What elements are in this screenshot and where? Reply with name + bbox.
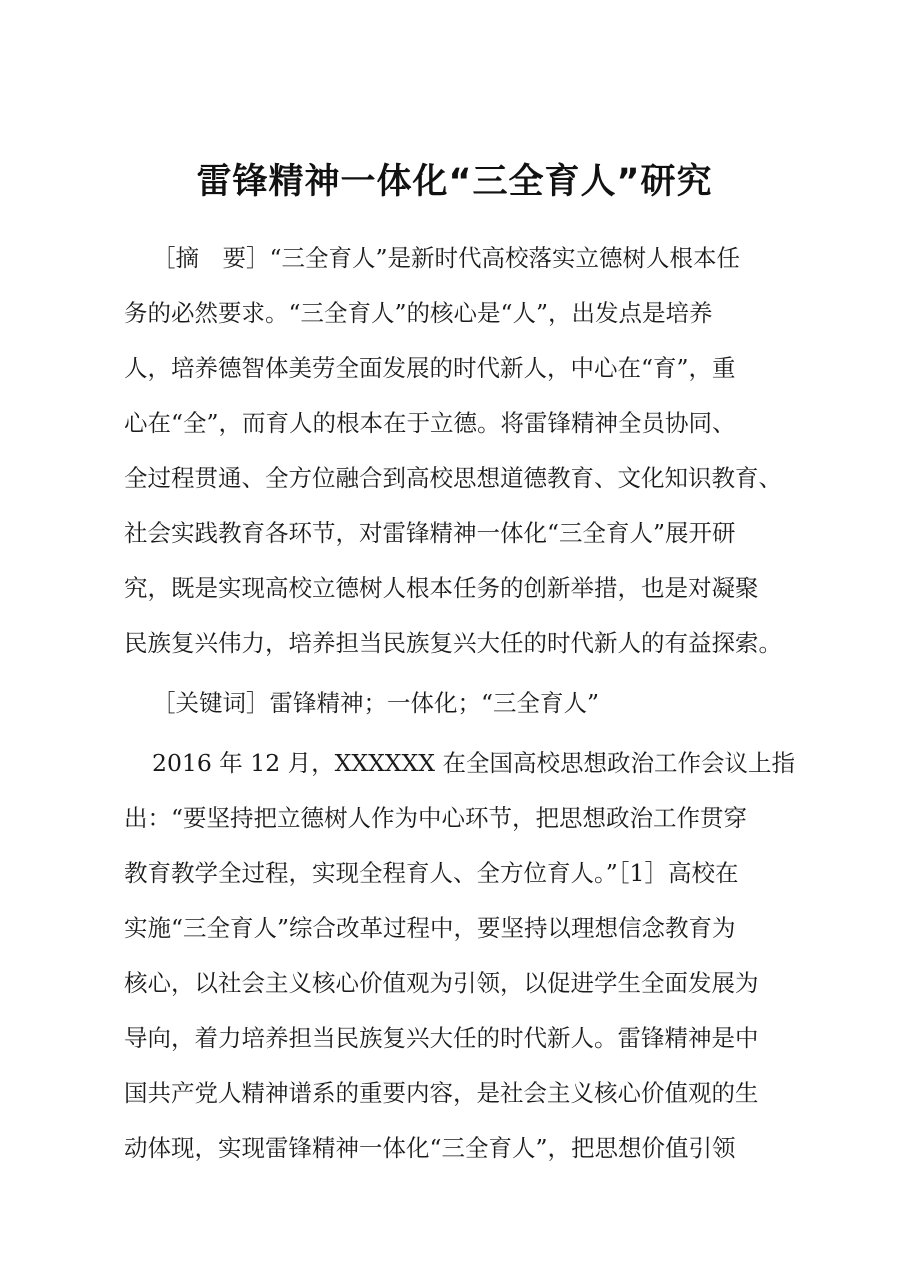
body-line: 导向，着力培养担当民族复兴大任的时代新人。雷锋精神是中	[124, 1024, 759, 1052]
abstract-line: 务的必然要求。“三全育人”的核心是“人”，出发点是培养	[124, 299, 713, 327]
body-line: 实施“三全育人”综合改革过程中，要坚持以理想信念教育为	[124, 914, 736, 942]
keywords-line: ［关键词］雷锋精神；一体化；“三全育人”	[152, 689, 600, 717]
body-line: 出：“要坚持把立德树人作为中心环节，把思想政治工作贯穿	[124, 804, 748, 832]
body-line: 核心，以社会主义核心价值观为引领，以促进学生全面发展为	[124, 969, 759, 997]
abstract-line: ［摘 要］“三全育人”是新时代高校落实立德树人根本任	[152, 244, 741, 272]
abstract-line: 社会实践教育各环节，对雷锋精神一体化“三全育人”展开研	[124, 519, 736, 547]
body-line: 国共产党人精神谱系的重要内容，是社会主义核心价值观的生	[124, 1079, 759, 1107]
abstract-line: 人，培养德智体美劳全面发展的时代新人，中心在“育”，重	[124, 354, 736, 382]
body-line: 动体现，实现雷锋精神一体化“三全育人”，把思想价值引领	[124, 1134, 736, 1162]
body-line: 2016 年 12 月，XXXXXX 在全国高校思想政治工作会议上指	[152, 749, 795, 777]
abstract-line: 究，既是实现高校立德树人根本任务的创新举措，也是对凝聚	[124, 574, 759, 602]
abstract-line: 心在“全”，而育人的根本在于立德。将雷锋精神全员协同、	[124, 409, 736, 437]
body-line: 教育教学全过程，实现全程育人、全方位育人。”［1］高校在	[124, 859, 739, 887]
abstract-line: 全过程贯通、全方位融合到高校思想道德教育、文化知识教育、	[124, 464, 782, 492]
abstract-line: 民族复兴伟力，培养担当民族复兴大任的时代新人的有益探索。	[124, 629, 782, 657]
document-title: 雷锋精神一体化“三全育人”研究	[196, 162, 713, 202]
